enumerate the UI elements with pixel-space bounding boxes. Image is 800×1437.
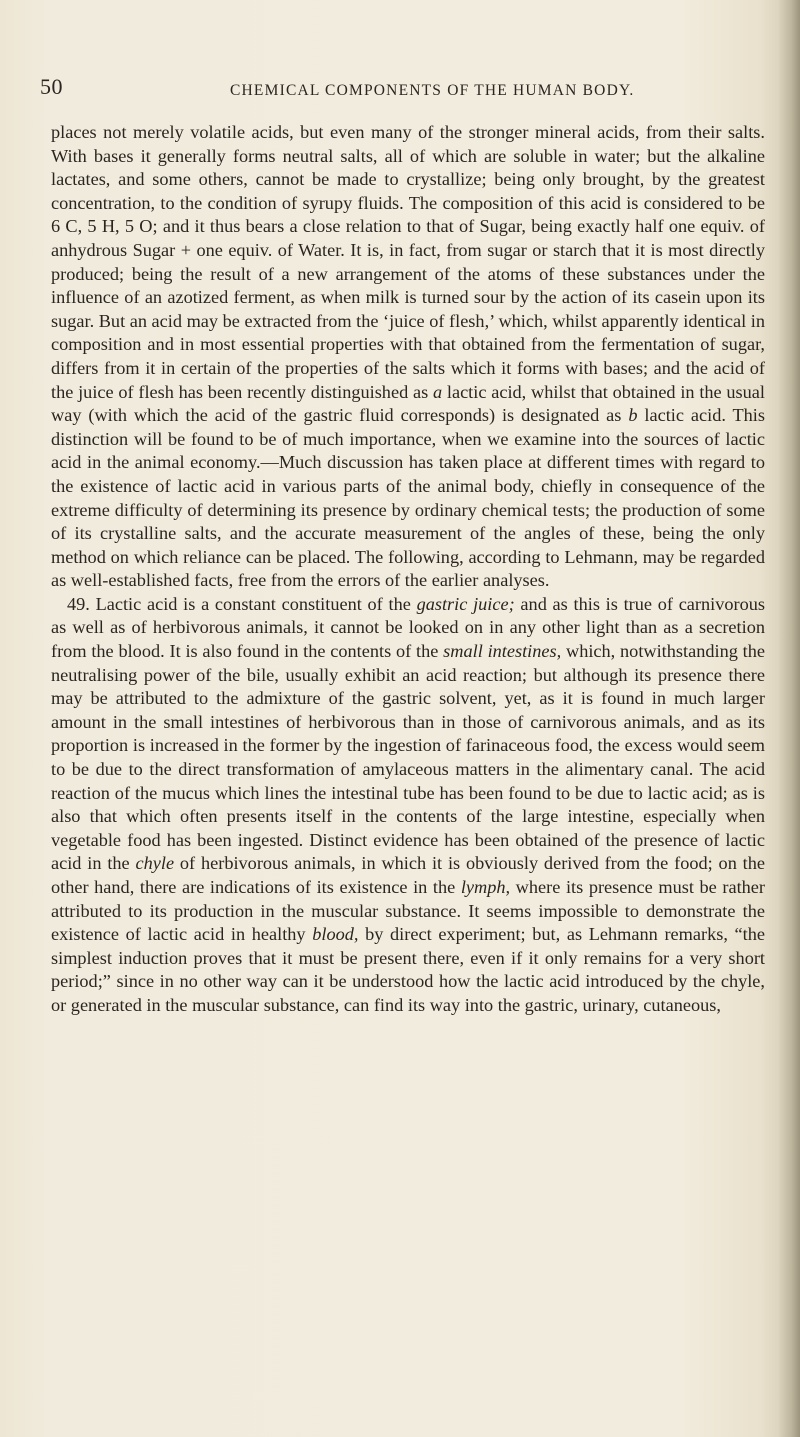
text-run: which, notwithstanding the neutralising power of the bile, usually exhibit an acid reaction; but although its presence there may be attributed to the admixture of the gastric solvent, yet, as it is found in much larger amount in the small intestines of herbivorous than in those of carnivorous animals, and as its proportion is increased in the former by the ingestion of farinaceous food, the excess would seem to be due to the direct transformation of amylaceous matters in the alimentary canal. The acid reaction of the mucus which lines the intestinal tube has been found to be due to lactic acid; as is also that which often presents itself in the contents of the large intestine, especially when vegetable food has been ingested. Distinct evidence has been obtained of the presence of lactic acid in the <box>51 641 765 874</box>
italic-text: lymph, <box>460 877 511 897</box>
text-run: by direct experiment; but, as Lehmann remarks, “the simplest induction proves that it must be present there, even if it only remains for a very short period;” since in no other way can it be understood how the lactic acid introduced by the chyle, or generated in the muscular substance, can find its way into the gastric, urinary, cutaneous, <box>51 924 765 1015</box>
italic-text: blood, <box>312 924 359 945</box>
italic-text: chyle <box>135 853 175 874</box>
italic-text: a <box>432 381 443 402</box>
page-number: 50 <box>40 74 63 99</box>
text-run: 49. Lactic acid is a constant constituent of the <box>67 593 417 614</box>
page-header <box>40 74 780 112</box>
text-run: where its presence must be rather attributed to its production in the muscular substance. It seems impossible to demonstrate the existence of lactic acid in healthy <box>51 877 765 945</box>
text-run: places not merely volatile acids, but even many of the stronger mineral acids, from their salts. With bases it generally forms neutral salts, all of which are soluble in water; but the alkaline lactates, and some others, cannot be made to crystallize; being only brought, by the greatest concentration, to the condition of syrupy fluids. The composition of this acid is considered to be 6 C, 5 H, 5 O; and it thus bears a close relation to that of Sugar, being exactly half one equiv. of anhydrous Sugar + one equiv. of Water. It is, in fact, from sugar or starch that it is most directly produced; being the result of a new arrangement of the atoms of these substances under the influence of an azotized ferment, as when milk is turned sour by the action of its casein upon its sugar. But an acid may be extracted from the ‘juice of flesh,’ which, whilst apparently identical in composition and in most essential properties with that obtained from the fermentation of sugar, differs from it in certain of the properties of the salts which it forms with bases; and the acid of the juice of flesh has been recently distinguished as <box>51 122 765 402</box>
running-head: CHEMICAL COMPONENTS OF THE HUMAN BODY. <box>230 82 635 99</box>
paragraph <box>51 121 765 593</box>
text-run: of herbivorous animals, in which it is obviously derived from the food; on the other hand, there are indications of its existence in the <box>51 853 765 897</box>
italic-text: b <box>628 405 638 426</box>
text-run: lactic acid, whilst that obtained in the usual way (with which the acid of the gastric fluid corresponds) is designated as <box>51 381 765 426</box>
body-text <box>51 121 765 1018</box>
page-edge-shadow <box>778 0 800 1437</box>
italic-text: small intestines, <box>443 641 562 662</box>
text-run: lactic acid. This distinction will be found to be of much importance, when we examine into the sources of lactic acid in the animal economy.—Much discussion has taken place at different times with regard to the existence of lactic acid in various parts of the animal body, chiefly in consequence of the extreme difficulty of determining its presence by ordinary chemical tests; the production of some of its crystalline salts, and the accurate measurement of the angles of these, being the only method on which reliance can be placed. The following, according to Lehmann, may be regarded as well-established facts, free from the errors of the earlier analyses. <box>51 405 765 591</box>
paragraph <box>51 593 765 1018</box>
text-run: and as this is true of carnivorous as well as of herbivorous animals, it cannot be looked on in any other light than as a secretion from the blood. It is also found in the contents of the <box>51 593 765 662</box>
italic-text: gastric juice; <box>416 593 515 614</box>
